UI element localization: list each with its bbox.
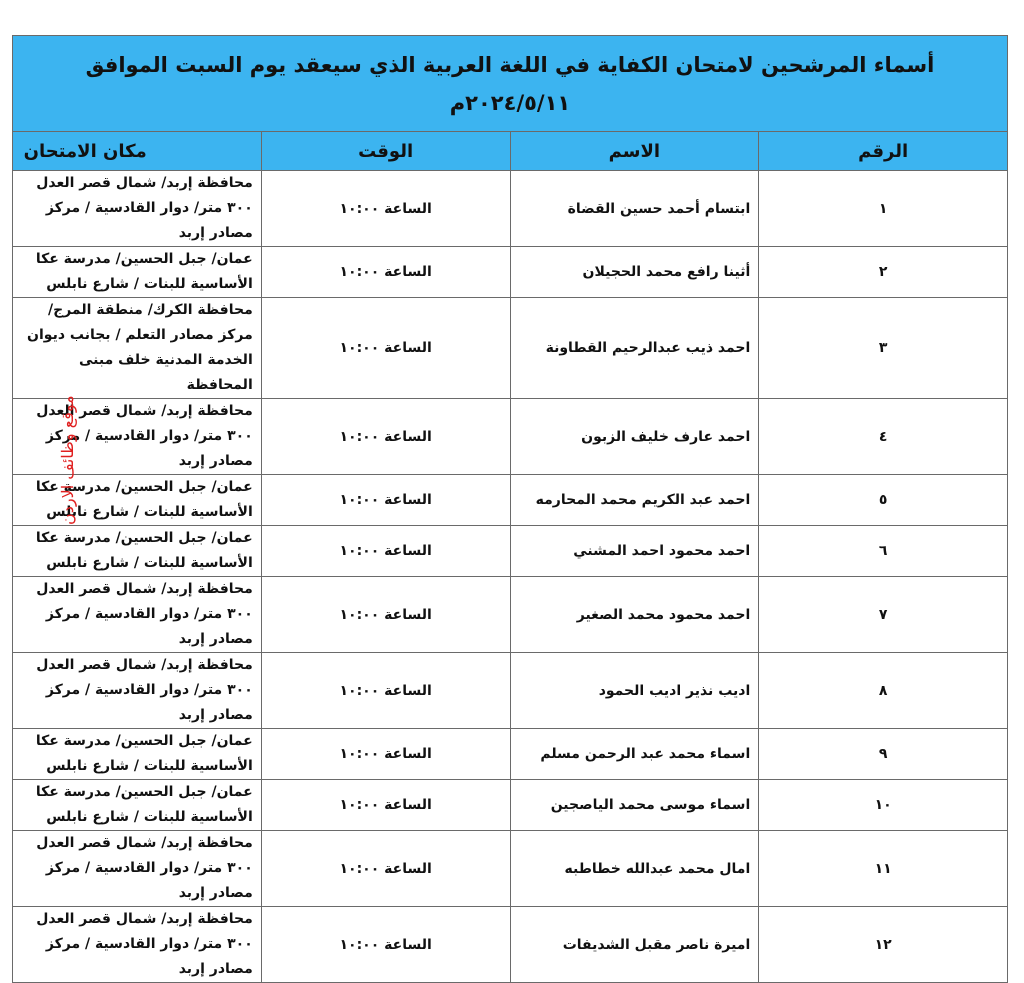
row-place: محافظة إربد/ شمال قصر العدل ٣٠٠ متر/ دوار القادسية / مركز مصادر إربد (13, 907, 262, 983)
row-time: الساعة ١٠:٠٠ (261, 907, 510, 983)
header-time: الوقت (261, 132, 510, 171)
row-name: اسماء محمد عبد الرحمن مسلم (510, 729, 759, 780)
candidates-table (12, 35, 1008, 983)
row-number: ٢ (759, 247, 1008, 298)
row-number: ١٠ (759, 780, 1008, 831)
header-place-label: مكان الامتحان (23, 140, 147, 162)
row-number: ١١ (759, 831, 1008, 907)
row-name: ابتسام أحمد حسين القضاة (510, 171, 759, 247)
site-watermark: موقع وظائف الاردن (58, 395, 77, 525)
header-name: الاسم (510, 132, 759, 171)
row-name: احمد ذيب عبدالرحيم القطاونة (510, 298, 759, 399)
row-number: ١ (759, 171, 1008, 247)
row-place: محافظة إربد/ شمال قصر العدل ٣٠٠ متر/ دوار القادسية / مركز مصادر إربد (13, 831, 262, 907)
row-name: احمد عبد الكريم محمد المحارمه (510, 475, 759, 526)
row-time: الساعة ١٠:٠٠ (261, 526, 510, 577)
row-place: محافظة إربد/ شمال قصر العدل ٣٠٠ متر/ دوار القادسية / مركز مصادر إربد (13, 399, 262, 475)
row-name: احمد عارف خليف الزبون (510, 399, 759, 475)
row-name: اديب نذير اديب الحمود (510, 653, 759, 729)
row-number: ٣ (759, 298, 1008, 399)
row-name: أثينا رافع محمد الحجيلان (510, 247, 759, 298)
candidates-sheet (12, 35, 1008, 983)
table-row (13, 171, 1008, 247)
table-row (13, 475, 1008, 526)
row-place: عمان/ جبل الحسين/ مدرسة عكا الأساسية للبنات / شارع نابلس (13, 780, 262, 831)
document-title (13, 36, 1008, 132)
table-row (13, 831, 1008, 907)
header-place (13, 132, 262, 171)
row-place: محافظة الكرك/ منطقة المرج/ مركز مصادر التعلم / بجانب ديوان الخدمة المدنية خلف مبنى المحافظة (13, 298, 262, 399)
title-line-2: ٢٠٢٤/٥/١١م (449, 90, 571, 115)
row-name: امال محمد عبدالله خطاطبه (510, 831, 759, 907)
table-row (13, 653, 1008, 729)
table-row (13, 577, 1008, 653)
row-time: الساعة ١٠:٠٠ (261, 475, 510, 526)
row-place: عمان/ جبل الحسين/ مدرسة عكا الأساسية للبنات / شارع نابلس (13, 475, 262, 526)
row-time: الساعة ١٠:٠٠ (261, 171, 510, 247)
row-place: عمان/ جبل الحسين/ مدرسة عكا الأساسية للبنات / شارع نابلس (13, 729, 262, 780)
row-place: عمان/ جبل الحسين/ مدرسة عكا الأساسية للبنات / شارع نابلس (13, 247, 262, 298)
row-number: ٥ (759, 475, 1008, 526)
row-time: الساعة ١٠:٠٠ (261, 399, 510, 475)
row-place: عمان/ جبل الحسين/ مدرسة عكا الأساسية للبنات / شارع نابلس (13, 526, 262, 577)
header-row (13, 132, 1008, 171)
row-name: اسماء موسى محمد الياصجين (510, 780, 759, 831)
row-number: ٨ (759, 653, 1008, 729)
row-time: الساعة ١٠:٠٠ (261, 780, 510, 831)
row-place: محافظة إربد/ شمال قصر العدل ٣٠٠ متر/ دوار القادسية / مركز مصادر إربد (13, 653, 262, 729)
table-row (13, 298, 1008, 399)
row-number: ١٢ (759, 907, 1008, 983)
row-place: محافظة إربد/ شمال قصر العدل ٣٠٠ متر/ دوار القادسية / مركز مصادر إربد (13, 577, 262, 653)
table-row (13, 399, 1008, 475)
row-name: اميرة ناصر مقبل الشديفات (510, 907, 759, 983)
title-row (13, 36, 1008, 132)
table-row (13, 247, 1008, 298)
row-name: احمد محمود احمد المشني (510, 526, 759, 577)
row-place: محافظة إربد/ شمال قصر العدل ٣٠٠ متر/ دوار القادسية / مركز مصادر إربد (13, 171, 262, 247)
row-time: الساعة ١٠:٠٠ (261, 831, 510, 907)
row-time: الساعة ١٠:٠٠ (261, 298, 510, 399)
header-number: الرقم (759, 132, 1008, 171)
row-time: الساعة ١٠:٠٠ (261, 577, 510, 653)
row-name: احمد محمود محمد الصغير (510, 577, 759, 653)
row-number: ٤ (759, 399, 1008, 475)
table-row (13, 729, 1008, 780)
row-number: ٦ (759, 526, 1008, 577)
table-row (13, 526, 1008, 577)
row-time: الساعة ١٠:٠٠ (261, 247, 510, 298)
table-row (13, 780, 1008, 831)
row-time: الساعة ١٠:٠٠ (261, 653, 510, 729)
title-line-1: أسماء المرشحين لامتحان الكفاية في اللغة العربية الذي سيعقد يوم السبت الموافق (85, 52, 935, 77)
row-number: ٧ (759, 577, 1008, 653)
row-time: الساعة ١٠:٠٠ (261, 729, 510, 780)
row-number: ٩ (759, 729, 1008, 780)
table-row (13, 907, 1008, 983)
